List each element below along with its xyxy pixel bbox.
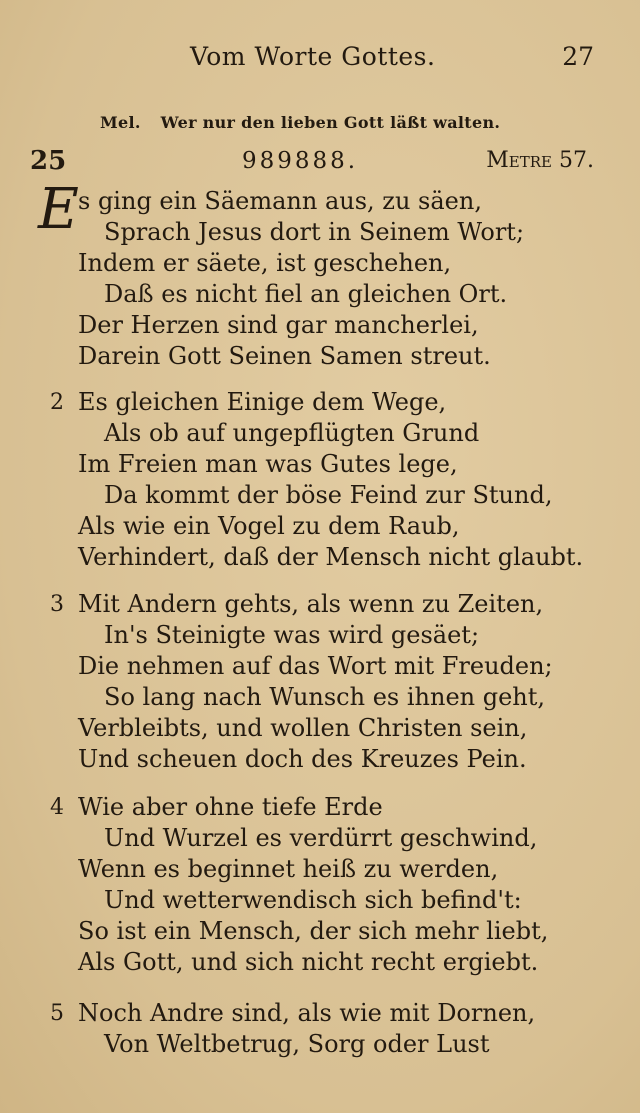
verse-line: Sprach Jesus dort in Seinem Wort; — [104, 218, 525, 246]
verse-line: Als wie ein Vogel zu dem Raub, — [78, 512, 460, 540]
verse-line: Indem er säete, ist geschehen, — [78, 249, 452, 277]
verse-line: In's Steinigte was wird gesäet; — [104, 621, 480, 649]
hymn-number: 25 — [30, 146, 67, 176]
verse-line: Wenn es beginnet heiß zu werden, — [78, 855, 499, 883]
stanza-number: 3 — [50, 592, 64, 617]
melody-line — [100, 113, 500, 132]
drop-cap: E — [38, 177, 79, 242]
melody-label: Mel. — [100, 113, 141, 132]
verse-line: Verhindert, daß der Mensch nicht glaubt. — [78, 543, 584, 571]
verse-line: So lang nach Wunsch es ihnen geht, — [104, 683, 546, 711]
hymn-heading — [0, 146, 640, 180]
stanza-number: 5 — [50, 1001, 64, 1026]
stanza-4 — [0, 792, 640, 978]
page-number: 27 — [562, 42, 594, 71]
verse-line: Wie aber ohne tiefe Erde — [78, 793, 383, 821]
verse-line: Und Wurzel es verdürrt geschwind, — [104, 824, 538, 852]
verse-line: Noch Andre sind, als wie mit Dornen, — [78, 999, 536, 1027]
verse-line: Von Weltbetrug, Sorg oder Lust — [104, 1030, 490, 1058]
verse-line: s ging ein Säemann aus, zu säen, — [78, 187, 482, 215]
verse-line: So ist ein Mensch, der sich mehr liebt, — [78, 917, 549, 945]
verse-line: Verbleibts, und wollen Christen sein, — [78, 714, 528, 742]
melody-text: Wer nur den lieben Gott läßt walten. — [160, 113, 501, 132]
verse-line: Als ob auf ungepflügten Grund — [104, 419, 480, 447]
verse-line: Da kommt der böse Feind zur Stund, — [104, 481, 553, 509]
running-title: Vom Worte Gottes. — [190, 42, 436, 71]
stanza-number: 4 — [50, 795, 64, 820]
stanza-1 — [0, 177, 640, 372]
verse-line: Darein Gott Seinen Samen streut. — [78, 342, 491, 370]
verse-line: Die nehmen auf das Wort mit Freuden; — [78, 652, 553, 680]
stanza-3 — [0, 589, 640, 775]
verse-line: Und wetterwendisch sich befind't: — [104, 886, 522, 914]
meter-digits: 989888. — [242, 148, 359, 174]
verse-line: Im Freien man was Gutes lege, — [78, 450, 458, 478]
meter-name: Metre 57. — [486, 148, 594, 173]
running-head — [0, 42, 640, 78]
verse-line: Und scheuen doch des Kreuzes Pein. — [78, 745, 527, 773]
verse-line: Als Gott, und sich nicht recht ergiebt. — [78, 948, 539, 976]
verse-line: Mit Andern gehts, als wenn zu Zeiten, — [78, 590, 544, 618]
verse-line: Daß es nicht fiel an gleichen Ort. — [104, 280, 508, 308]
verse-line: Der Herzen sind gar mancherlei, — [78, 311, 479, 339]
stanza-5 — [0, 998, 640, 1060]
verse-line: Es gleichen Einige dem Wege, — [78, 388, 447, 416]
stanza-2 — [0, 387, 640, 573]
stanza-number: 2 — [50, 390, 64, 415]
